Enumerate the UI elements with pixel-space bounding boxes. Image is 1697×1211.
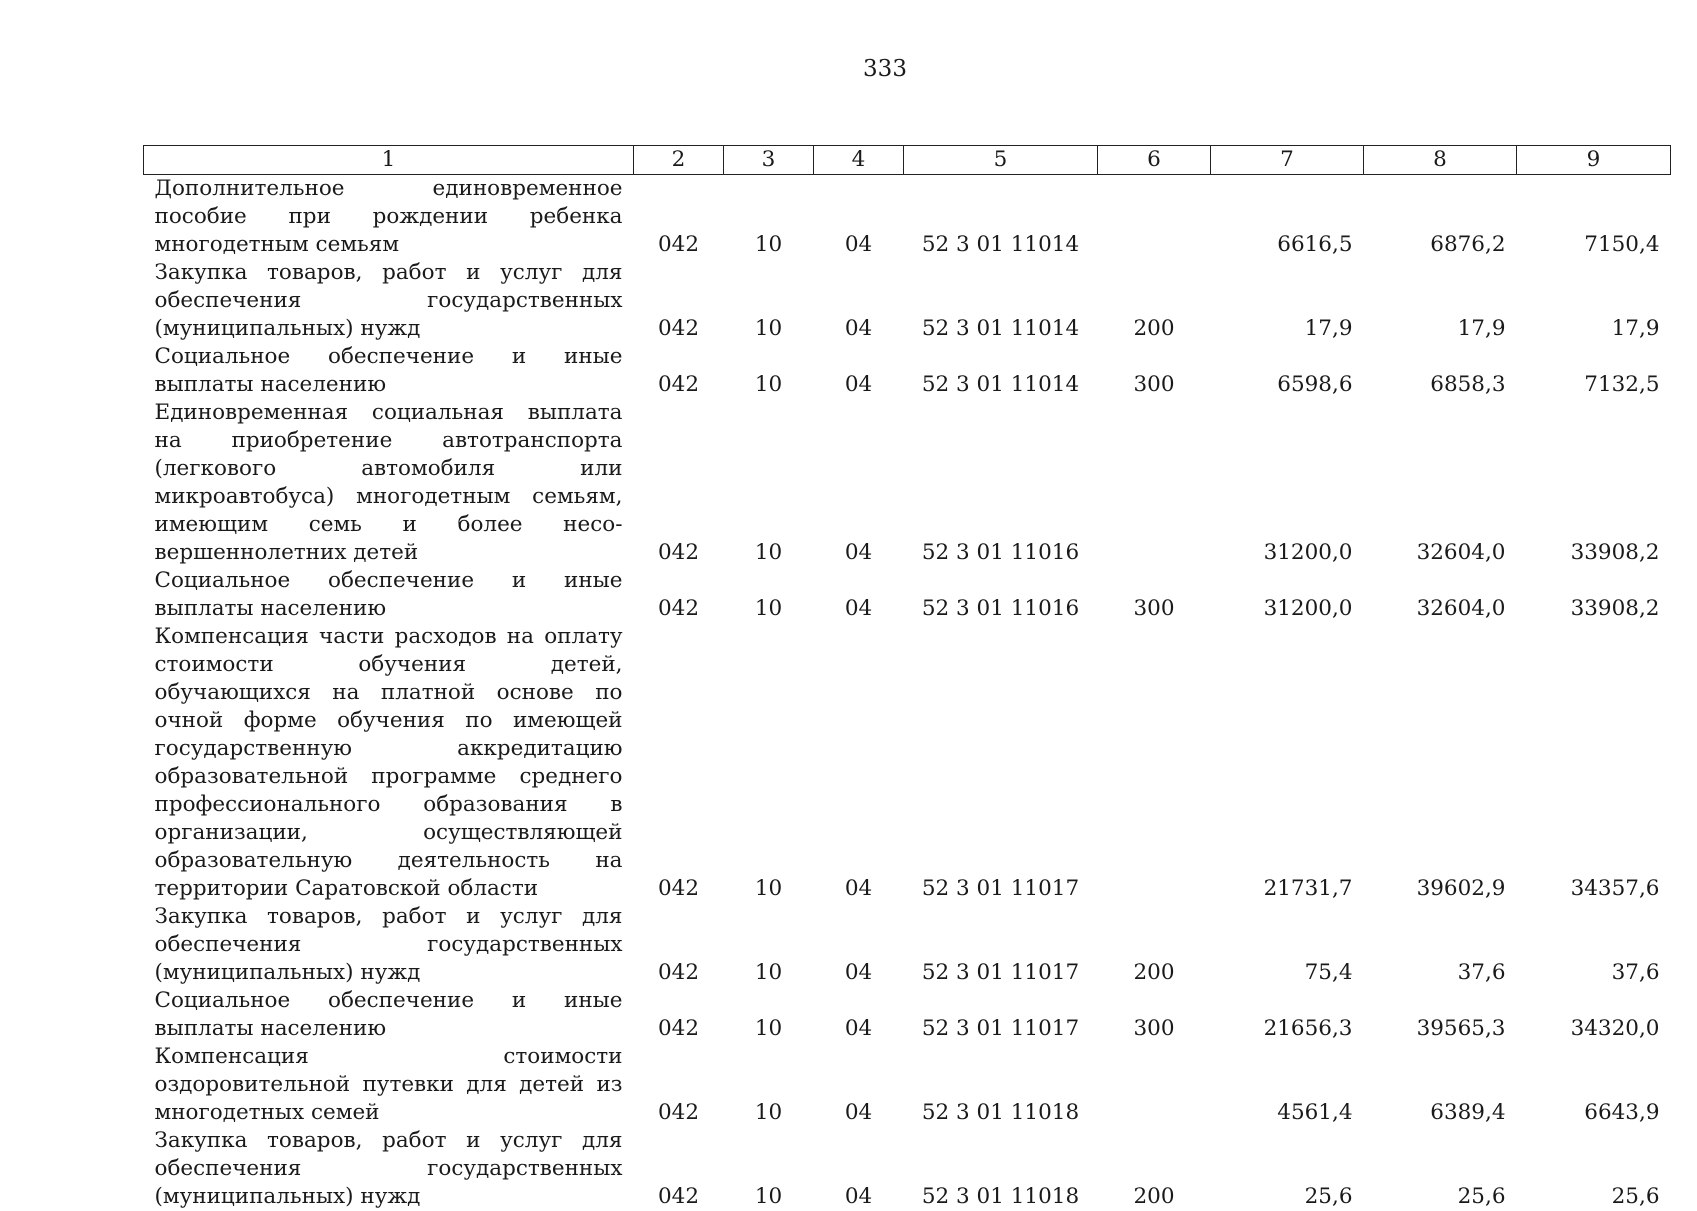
amount-col8-cell: 39602,9 <box>1364 623 1517 903</box>
target-article-cell: 52 3 01 11018 <box>904 1043 1098 1127</box>
table-row <box>144 175 1671 260</box>
table-row <box>144 903 1671 987</box>
target-article-cell: 52 3 01 11014 <box>904 259 1098 343</box>
subsection-code-cell: 04 <box>814 175 904 260</box>
admin-code-cell: 042 <box>634 399 724 567</box>
subsection-code-cell: 04 <box>814 343 904 399</box>
budget-table <box>143 145 1671 1211</box>
section-code-cell: 10 <box>724 343 814 399</box>
row-name-cell: Социальное обеспечение и иные выплаты населению <box>144 987 634 1043</box>
target-article-cell: 52 3 01 11014 <box>904 175 1098 260</box>
table-header <box>144 146 1671 175</box>
expense-type-cell: 200 <box>1098 1127 1211 1211</box>
section-code-cell: 10 <box>724 1043 814 1127</box>
target-article-cell: 52 3 01 11016 <box>904 399 1098 567</box>
subsection-code-cell: 04 <box>814 399 904 567</box>
expense-type-cell <box>1098 623 1211 903</box>
table-row <box>144 399 1671 567</box>
amount-col9-cell: 25,6 <box>1517 1127 1671 1211</box>
expense-type-cell <box>1098 1043 1211 1127</box>
amount-col8-cell: 37,6 <box>1364 903 1517 987</box>
admin-code-cell: 042 <box>634 175 724 260</box>
amount-col8-cell: 32604,0 <box>1364 567 1517 623</box>
amount-col8-cell: 6389,4 <box>1364 1043 1517 1127</box>
header-cell-2: 2 <box>634 146 724 175</box>
amount-col9-cell: 7150,4 <box>1517 175 1671 260</box>
amount-col8-cell: 6858,3 <box>1364 343 1517 399</box>
admin-code-cell: 042 <box>634 1127 724 1211</box>
expense-type-cell <box>1098 175 1211 260</box>
header-cell-1: 1 <box>144 146 634 175</box>
subsection-code-cell: 04 <box>814 623 904 903</box>
header-cell-3: 3 <box>724 146 814 175</box>
admin-code-cell: 042 <box>634 259 724 343</box>
row-name-cell: Закупка товаров, работ и услуг для обеспечения государственных (муниципальных) нужд <box>144 903 634 987</box>
amount-col9-cell: 17,9 <box>1517 259 1671 343</box>
target-article-cell: 52 3 01 11017 <box>904 987 1098 1043</box>
admin-code-cell: 042 <box>634 343 724 399</box>
expense-type-cell: 300 <box>1098 567 1211 623</box>
expense-type-cell: 200 <box>1098 259 1211 343</box>
amount-col8-cell: 25,6 <box>1364 1127 1517 1211</box>
header-cell-9: 9 <box>1517 146 1671 175</box>
amount-col8-cell: 32604,0 <box>1364 399 1517 567</box>
expense-type-cell <box>1098 399 1211 567</box>
amount-col7-cell: 75,4 <box>1211 903 1364 987</box>
amount-col7-cell: 6616,5 <box>1211 175 1364 260</box>
admin-code-cell: 042 <box>634 987 724 1043</box>
amount-col9-cell: 34320,0 <box>1517 987 1671 1043</box>
target-article-cell: 52 3 01 11016 <box>904 567 1098 623</box>
subsection-code-cell: 04 <box>814 903 904 987</box>
row-name-cell: Компенсация стоимости оздоровительной путевки для детей из многодетных семей <box>144 1043 634 1127</box>
expense-type-cell: 200 <box>1098 903 1211 987</box>
row-name-cell: Дополнительное единовременное пособие при рождении ребенка многодетным семьям <box>144 175 634 260</box>
admin-code-cell: 042 <box>634 623 724 903</box>
section-code-cell: 10 <box>724 399 814 567</box>
amount-col9-cell: 33908,2 <box>1517 567 1671 623</box>
amount-col8-cell: 17,9 <box>1364 259 1517 343</box>
amount-col7-cell: 21656,3 <box>1211 987 1364 1043</box>
row-name-cell: Социальное обеспечение и иные выплаты населению <box>144 343 634 399</box>
row-name-cell: Закупка товаров, работ и услуг для обеспечения государственных (муниципальных) нужд <box>144 1127 634 1211</box>
table-row <box>144 623 1671 903</box>
row-name-cell: Закупка товаров, работ и услуг для обеспечения государственных (муниципальных) нужд <box>144 259 634 343</box>
table-row <box>144 1043 1671 1127</box>
target-article-cell: 52 3 01 11014 <box>904 343 1098 399</box>
admin-code-cell: 042 <box>634 567 724 623</box>
expense-type-cell: 300 <box>1098 987 1211 1043</box>
header-cell-5: 5 <box>904 146 1098 175</box>
table-row <box>144 259 1671 343</box>
amount-col7-cell: 17,9 <box>1211 259 1364 343</box>
expense-type-cell: 300 <box>1098 343 1211 399</box>
header-row <box>144 146 1671 175</box>
amount-col9-cell: 34357,6 <box>1517 623 1671 903</box>
header-cell-8: 8 <box>1364 146 1517 175</box>
target-article-cell: 52 3 01 11018 <box>904 1127 1098 1211</box>
amount-col7-cell: 21731,7 <box>1211 623 1364 903</box>
amount-col9-cell: 33908,2 <box>1517 399 1671 567</box>
section-code-cell: 10 <box>724 623 814 903</box>
subsection-code-cell: 04 <box>814 987 904 1043</box>
page-number: 333 <box>0 56 1697 82</box>
subsection-code-cell: 04 <box>814 567 904 623</box>
target-article-cell: 52 3 01 11017 <box>904 903 1098 987</box>
section-code-cell: 10 <box>724 1127 814 1211</box>
table-row <box>144 343 1671 399</box>
target-article-cell: 52 3 01 11017 <box>904 623 1098 903</box>
amount-col9-cell: 6643,9 <box>1517 1043 1671 1127</box>
table-row <box>144 1127 1671 1211</box>
section-code-cell: 10 <box>724 987 814 1043</box>
header-cell-4: 4 <box>814 146 904 175</box>
table-row <box>144 987 1671 1043</box>
amount-col8-cell: 39565,3 <box>1364 987 1517 1043</box>
header-cell-6: 6 <box>1098 146 1211 175</box>
table-body <box>144 175 1671 1211</box>
subsection-code-cell: 04 <box>814 259 904 343</box>
admin-code-cell: 042 <box>634 903 724 987</box>
amount-col9-cell: 37,6 <box>1517 903 1671 987</box>
subsection-code-cell: 04 <box>814 1127 904 1211</box>
amount-col9-cell: 7132,5 <box>1517 343 1671 399</box>
amount-col7-cell: 31200,0 <box>1211 567 1364 623</box>
row-name-cell: Компенсация части расходов на оплату стоимости обучения детей, обучающихся на платной основе по очной форме обучения по имеющей государственную аккредитацию образовательной программе среднего профессионального образования в организации, осуществляющей образовательную деятельность на территории Саратовской области <box>144 623 634 903</box>
row-name-cell: Социальное обеспечение и иные выплаты населению <box>144 567 634 623</box>
table-row <box>144 567 1671 623</box>
amount-col7-cell: 6598,6 <box>1211 343 1364 399</box>
amount-col7-cell: 25,6 <box>1211 1127 1364 1211</box>
amount-col7-cell: 4561,4 <box>1211 1043 1364 1127</box>
section-code-cell: 10 <box>724 567 814 623</box>
section-code-cell: 10 <box>724 903 814 987</box>
amount-col7-cell: 31200,0 <box>1211 399 1364 567</box>
section-code-cell: 10 <box>724 175 814 260</box>
header-cell-7: 7 <box>1211 146 1364 175</box>
subsection-code-cell: 04 <box>814 1043 904 1127</box>
row-name-cell: Единовременная социальная выплата на приобретение автотранспорта (легкового автомобиля или микроавтобуса) многодетным семьям, имеющим семь и более несовершеннолетних детей <box>144 399 634 567</box>
admin-code-cell: 042 <box>634 1043 724 1127</box>
section-code-cell: 10 <box>724 259 814 343</box>
amount-col8-cell: 6876,2 <box>1364 175 1517 260</box>
